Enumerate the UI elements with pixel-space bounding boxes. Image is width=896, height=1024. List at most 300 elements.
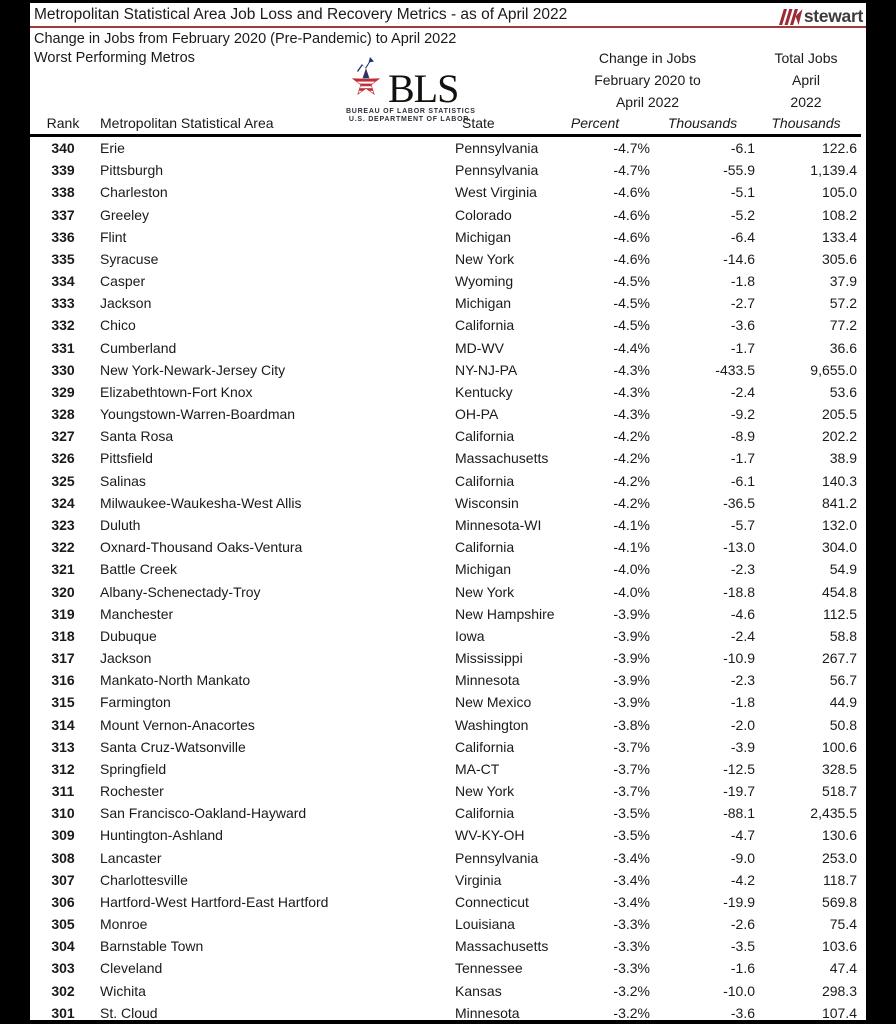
thousands-cell: -2.3 (730, 561, 755, 578)
metro-cell: Manchester (100, 605, 174, 622)
percent-cell: -4.6% (613, 250, 650, 267)
stewart-slashes-icon (779, 9, 803, 25)
total-jobs-cell: 47.4 (829, 960, 857, 977)
thousands-cell: -1.7 (730, 450, 755, 467)
table-row (30, 447, 857, 469)
table-row (30, 713, 857, 735)
thousands-cell: -88.1 (723, 805, 755, 822)
thousands-cell: -9.0 (730, 849, 755, 866)
table-row (30, 314, 857, 336)
thousands-cell: -5.1 (730, 184, 755, 201)
metro-cell: Casper (100, 273, 146, 290)
thousands-cell: -2.6 (730, 916, 755, 933)
metro-cell: Charleston (100, 184, 168, 201)
thousands-cell: -18.8 (723, 583, 755, 600)
percent-cell: -4.6% (613, 184, 650, 201)
percent-cell: -4.1% (613, 539, 650, 556)
state-cell: MD-WV (455, 339, 504, 356)
metro-cell: Jackson (100, 295, 152, 312)
state-cell: Kansas (455, 982, 502, 999)
group-header-line: April (791, 72, 820, 88)
thousands-cell: -4.7 (730, 827, 755, 844)
percent-cell: -3.2% (613, 982, 650, 999)
total-jobs-cell: 57.2 (829, 295, 857, 312)
table-row (30, 736, 857, 758)
total-jobs-cell: 1,139.4 (810, 162, 857, 179)
table-row (30, 1002, 857, 1020)
table-row (30, 492, 857, 514)
state-cell: Tennessee (455, 960, 523, 977)
metro-cell: Huntington-Ashland (100, 827, 223, 844)
thousands-cell: -3.9 (730, 738, 755, 755)
rank-cell: 310 (51, 805, 75, 822)
state-cell: Minnesota-WI (455, 517, 542, 533)
thousands-cell: -55.9 (723, 162, 755, 179)
group-header-line: 2022 (790, 94, 822, 110)
percent-cell: -3.3% (613, 938, 650, 955)
rank-cell: 322 (51, 539, 75, 556)
rank-cell: 319 (51, 605, 75, 622)
total-jobs-cell: 298.3 (821, 982, 857, 999)
column-header-row (30, 109, 857, 134)
total-jobs-cell: 75.4 (829, 916, 857, 933)
state-cell: West Virginia (455, 184, 537, 201)
state-cell: Colorado (455, 206, 512, 223)
rank-cell: 309 (51, 827, 75, 844)
total-jobs-cell: 100.6 (821, 738, 857, 755)
total-jobs-group-header (755, 47, 857, 113)
table-row (30, 248, 857, 270)
percent-cell: -4.0% (613, 583, 650, 600)
metro-cell: Dubuque (100, 627, 157, 644)
thousands-cell: -3.5 (730, 938, 755, 955)
rank-cell: 335 (51, 250, 75, 267)
table-row (30, 780, 857, 802)
percent-cell: -3.9% (613, 650, 650, 667)
table-row (30, 625, 857, 647)
metro-cell: Charlottesville (100, 871, 188, 888)
total-jobs-cell: 304.0 (821, 539, 857, 556)
total-jobs-cell: 267.7 (821, 650, 857, 667)
rank-cell: 311 (51, 783, 75, 800)
table-row (30, 647, 857, 669)
table-row (30, 359, 857, 381)
percent-cell: -4.6% (613, 228, 650, 245)
percent-cell: -3.2% (613, 1004, 650, 1020)
metro-cell: Lancaster (100, 849, 162, 866)
thousands-cell: -8.9 (730, 428, 755, 445)
rank-cell: 339 (51, 162, 75, 179)
state-cell: California (455, 805, 515, 822)
rank-cell: 338 (51, 184, 75, 201)
percent-cell: -3.9% (613, 694, 650, 711)
rank-cell: 326 (51, 450, 75, 467)
state-cell: Michigan (455, 561, 512, 578)
metro-cell: Cumberland (100, 339, 177, 356)
state-cell: California (455, 317, 515, 334)
thousands-cell: -2.7 (730, 295, 755, 312)
rank-cell: 305 (51, 916, 75, 933)
thousands-cell: -12.5 (723, 760, 755, 777)
rank-cell: 308 (51, 849, 75, 866)
total-jobs-cell: 253.0 (821, 849, 857, 866)
rank-cell: 327 (51, 428, 75, 445)
total-jobs-cell: 140.3 (821, 472, 857, 489)
rank-cell: 321 (51, 561, 75, 578)
thousands-cell: -1.6 (730, 960, 755, 977)
table-row (30, 913, 857, 935)
total-jobs-cell: 50.8 (829, 716, 857, 733)
state-cell: Kentucky (455, 383, 513, 400)
metro-cell: San Francisco-Oakland-Hayward (100, 805, 307, 822)
total-jobs-cell: 130.6 (821, 827, 857, 844)
thousands-cell: -1.7 (730, 339, 755, 356)
rank-cell: 325 (51, 472, 75, 489)
metro-cell: Flint (100, 228, 127, 245)
metro-cell: Duluth (100, 517, 141, 533)
percent-cell: -3.9% (613, 605, 650, 622)
thousands-cell: -4.2 (730, 871, 755, 888)
rank-column-header: Rank (46, 115, 80, 131)
percent-cell: -4.3% (613, 361, 650, 378)
state-cell: California (455, 539, 515, 556)
total-jobs-cell: 36.6 (829, 339, 857, 356)
metro-cell: Chico (100, 317, 136, 334)
metro-cell: Youngstown-Warren-Boardman (100, 406, 296, 423)
rank-cell: 301 (51, 1004, 75, 1020)
state-cell: Pennsylvania (455, 162, 539, 179)
table-row (30, 425, 857, 447)
total-jobs-cell: 2,435.5 (810, 805, 857, 822)
percent-column-header: Percent (570, 115, 620, 131)
table-row (30, 891, 857, 913)
title-divider-rule (30, 26, 866, 28)
rank-cell: 320 (51, 583, 75, 600)
metro-cell: Monroe (100, 916, 148, 933)
percent-cell: -4.7% (613, 140, 650, 157)
metro-cell: Springfield (100, 760, 167, 777)
total-jobs-cell: 305.6 (821, 250, 857, 267)
rank-cell: 340 (51, 140, 75, 157)
metro-cell: St. Cloud (100, 1004, 158, 1020)
table-row (30, 470, 857, 492)
percent-cell: -3.8% (613, 716, 650, 733)
total-jobs-cell: 105.0 (821, 184, 857, 201)
thousands-cell: -4.6 (730, 605, 755, 622)
state-cell: Iowa (455, 627, 485, 644)
rank-cell: 318 (51, 627, 75, 644)
state-cell: Massachusetts (455, 938, 549, 955)
table-row (30, 847, 857, 869)
state-cell: California (455, 428, 515, 445)
state-cell: Louisiana (455, 916, 515, 933)
metro-cell: Hartford-West Hartford-East Hartford (100, 893, 329, 910)
group-header-line: February 2020 to (594, 72, 701, 88)
table-row (30, 403, 857, 425)
thousands-cell: -2.0 (730, 716, 755, 733)
total-jobs-cell: 58.8 (829, 627, 857, 644)
state-cell: Wyoming (455, 273, 514, 290)
metro-column-header: Metropolitan Statistical Area (100, 115, 274, 131)
table-row (30, 558, 857, 580)
metro-cell: Oxnard-Thousand Oaks-Ventura (100, 539, 303, 556)
total-jobs-cell: 205.5 (821, 406, 857, 423)
percent-cell: -4.5% (613, 273, 650, 290)
rank-cell: 332 (51, 317, 75, 334)
percent-cell: -4.3% (613, 406, 650, 423)
thousands-cell: -14.6 (723, 250, 755, 267)
table-row (30, 957, 857, 979)
metro-cell: Mankato-North Mankato (100, 672, 251, 689)
bls-department-text: U.S. DEPARTMENT OF LABOR (348, 116, 470, 123)
metro-cell: Greeley (100, 206, 150, 223)
state-cell: Virginia (455, 871, 502, 888)
percent-cell: -4.5% (613, 317, 650, 334)
metro-cell: Jackson (100, 650, 152, 667)
percent-cell: -3.5% (613, 805, 650, 822)
percent-cell: -3.7% (613, 783, 650, 800)
total-jobs-cell: 37.9 (829, 273, 857, 290)
thousands-cell: -9.2 (730, 406, 755, 423)
state-cell: California (455, 472, 515, 489)
total-jobs-cell: 38.9 (829, 450, 857, 467)
state-cell: New York (455, 583, 515, 600)
table-row (30, 337, 857, 359)
table-row (30, 580, 857, 602)
total-jobs-cell: 328.5 (821, 760, 857, 777)
rank-cell: 336 (51, 228, 75, 245)
state-cell: NY-NJ-PA (455, 361, 518, 378)
metro-cell: Pittsfield (100, 450, 153, 467)
metro-cell: Barnstable Town (100, 938, 204, 955)
report-subtitle-2: Worst Performing Metros (34, 50, 195, 66)
group-header-line: Change in Jobs (598, 50, 697, 66)
total-jobs-cell: 53.6 (829, 383, 857, 400)
thousands-cell: -1.8 (730, 273, 755, 290)
state-cell: Massachusetts (455, 450, 549, 467)
thousands-cell: -6.1 (730, 472, 755, 489)
table-row (30, 802, 857, 824)
thousands-cell: -2.4 (730, 383, 755, 400)
rank-cell: 302 (51, 982, 75, 999)
metro-cell: Wichita (100, 982, 146, 999)
total-jobs-cell: 202.2 (821, 428, 857, 445)
state-cell: MA-CT (455, 760, 500, 777)
thousands-cell: -36.5 (723, 494, 755, 511)
thousands-cell: -19.7 (723, 783, 755, 800)
table-row (30, 381, 857, 403)
rank-cell: 331 (51, 339, 75, 356)
table-body (30, 137, 857, 1020)
percent-cell: -4.2% (613, 494, 650, 511)
state-cell: Wisconsin (455, 494, 519, 511)
percent-cell: -3.9% (613, 672, 650, 689)
total-jobs-cell: 103.6 (821, 938, 857, 955)
state-cell: OH-PA (455, 406, 499, 423)
total-jobs-cell: 108.2 (821, 206, 857, 223)
total-jobs-cell: 107.4 (821, 1004, 857, 1020)
state-cell: Minnesota (455, 1004, 520, 1020)
thousands-cell: -2.4 (730, 627, 755, 644)
thousands-column-header: Thousands (667, 115, 738, 131)
total-jobs-cell: 122.6 (821, 140, 857, 157)
rank-cell: 337 (51, 206, 75, 223)
rank-cell: 315 (51, 694, 75, 711)
stewart-wordmark: stewart (803, 6, 863, 26)
thousands-cell: -5.7 (730, 517, 755, 533)
state-cell: California (455, 738, 515, 755)
metro-cell: Santa Rosa (100, 428, 174, 445)
rank-cell: 314 (51, 716, 75, 733)
total-thousands-column-header: Thousands (771, 115, 841, 131)
state-cell: Minnesota (455, 672, 520, 689)
total-jobs-cell: 77.2 (829, 317, 857, 334)
rank-cell: 324 (51, 494, 75, 511)
table-row (30, 669, 857, 691)
metro-cell: Cleveland (100, 960, 163, 977)
percent-cell: -4.2% (613, 450, 650, 467)
thousands-cell: -19.9 (723, 893, 755, 910)
metro-cell: Pittsburgh (100, 162, 164, 179)
percent-cell: -4.6% (613, 206, 650, 223)
report-page (30, 3, 866, 1020)
table-row (30, 292, 857, 314)
thousands-cell: -3.6 (730, 1004, 755, 1020)
table-row (30, 181, 857, 203)
metro-cell: Erie (100, 140, 125, 157)
percent-cell: -4.7% (613, 162, 650, 179)
table-row (30, 137, 857, 159)
percent-cell: -3.4% (613, 849, 650, 866)
metro-cell: Santa Cruz-Watsonville (100, 738, 246, 755)
state-cell: Michigan (455, 295, 512, 312)
percent-cell: -4.5% (613, 295, 650, 312)
state-cell: New Mexico (455, 694, 532, 711)
metro-cell: Rochester (100, 783, 164, 800)
table-row (30, 691, 857, 713)
table-row (30, 159, 857, 181)
table-row (30, 536, 857, 558)
state-cell: Mississippi (455, 650, 523, 667)
thousands-cell: -13.0 (723, 539, 755, 556)
rank-cell: 312 (51, 760, 75, 777)
state-cell: Pennsylvania (455, 849, 539, 866)
table-row (30, 758, 857, 780)
bls-acronym: BLS (388, 66, 459, 111)
page-title: Metropolitan Statistical Area Job Loss and Recovery Metrics - as of April 2022 (34, 6, 568, 23)
total-jobs-cell: 9,655.0 (810, 361, 857, 378)
percent-cell: -3.9% (613, 627, 650, 644)
thousands-cell: -433.5 (715, 361, 755, 378)
percent-cell: -4.2% (613, 472, 650, 489)
thousands-cell: -5.2 (730, 206, 755, 223)
total-jobs-cell: 132.0 (821, 517, 857, 533)
percent-cell: -4.3% (613, 383, 650, 400)
total-jobs-cell: 56.7 (829, 672, 857, 689)
total-jobs-cell: 841.2 (821, 494, 857, 511)
state-cell: New York (455, 250, 515, 267)
state-cell: Pennsylvania (455, 140, 539, 157)
group-header-line: April 2022 (615, 94, 680, 110)
percent-cell: -3.4% (613, 871, 650, 888)
bls-bureau-text: BUREAU OF LABOR STATISTICS (346, 108, 476, 115)
percent-cell: -4.4% (613, 339, 650, 356)
metro-cell: Albany-Schenectady-Troy (100, 583, 261, 600)
rank-cell: 323 (51, 517, 75, 533)
metro-cell: Syracuse (100, 250, 159, 267)
metro-cell: Mount Vernon-Anacortes (100, 716, 255, 733)
percent-cell: -4.1% (613, 517, 650, 533)
table-row (30, 226, 857, 248)
rank-cell: 316 (51, 672, 75, 689)
metro-cell: Salinas (100, 472, 146, 489)
table-row (30, 204, 857, 226)
total-jobs-cell: 112.5 (823, 605, 857, 622)
thousands-cell: -2.3 (730, 672, 755, 689)
rank-cell: 330 (51, 361, 75, 378)
total-jobs-cell: 44.9 (829, 694, 857, 711)
table-row (30, 514, 857, 536)
rank-cell: 307 (51, 871, 75, 888)
bls-star-icon (346, 56, 386, 107)
state-cell: Michigan (455, 228, 512, 245)
thousands-cell: -10.0 (723, 982, 755, 999)
table-row (30, 935, 857, 957)
percent-cell: -4.0% (613, 561, 650, 578)
state-cell: New York (455, 783, 515, 800)
table-row (30, 980, 857, 1002)
metro-cell: Milwaukee-Waukesha-West Allis (100, 494, 302, 511)
state-cell: Washington (455, 716, 529, 733)
total-jobs-cell: 118.7 (823, 871, 857, 888)
total-jobs-cell: 54.9 (829, 561, 857, 578)
table-row (30, 824, 857, 846)
rank-cell: 334 (51, 273, 75, 290)
change-in-jobs-group-header (540, 47, 755, 113)
table-row (30, 270, 857, 292)
state-cell: New Hampshire (455, 605, 555, 622)
table-row (30, 869, 857, 891)
percent-cell: -4.2% (613, 428, 650, 445)
metro-cell: Farmington (100, 694, 171, 711)
total-jobs-cell: 518.7 (821, 783, 857, 800)
percent-cell: -3.3% (613, 960, 650, 977)
metro-cell: Battle Creek (100, 561, 178, 578)
percent-cell: -3.4% (613, 893, 650, 910)
thousands-cell: -1.8 (730, 694, 755, 711)
thousands-cell: -10.9 (723, 650, 755, 667)
group-header-line: Total Jobs (774, 50, 838, 66)
thousands-cell: -3.6 (730, 317, 755, 334)
rank-cell: 303 (51, 960, 75, 977)
table-row (30, 603, 857, 625)
percent-cell: -3.5% (613, 827, 650, 844)
rank-cell: 313 (51, 738, 75, 755)
thousands-cell: -6.1 (730, 140, 755, 157)
total-jobs-cell: 133.4 (821, 228, 857, 245)
metro-cell: New York-Newark-Jersey City (100, 361, 286, 378)
stewart-logo (779, 6, 863, 27)
rank-cell: 306 (51, 893, 75, 910)
state-column-header: State (462, 115, 495, 131)
state-cell: WV-KY-OH (455, 827, 525, 844)
rank-cell: 328 (51, 406, 75, 423)
rank-cell: 333 (51, 295, 75, 312)
metro-cell: Elizabethtown-Fort Knox (100, 383, 253, 400)
percent-cell: -3.3% (613, 916, 650, 933)
rank-cell: 317 (51, 650, 75, 667)
thousands-cell: -6.4 (730, 228, 755, 245)
